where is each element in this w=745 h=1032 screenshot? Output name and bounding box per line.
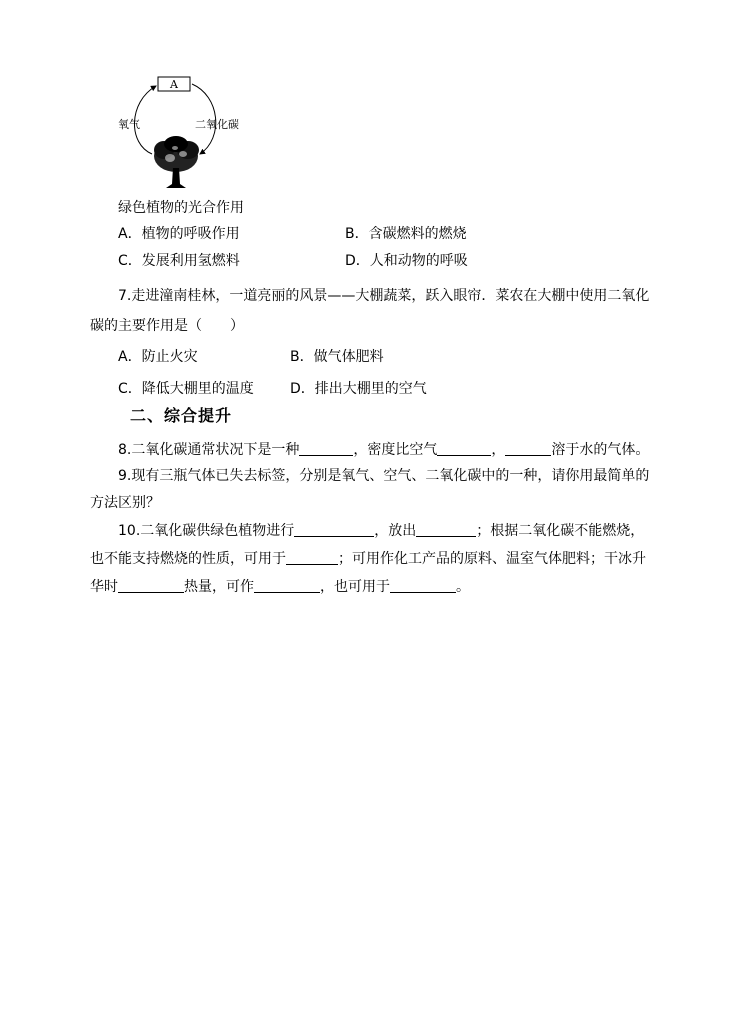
diagram-right-label: 二氧化碳 — [195, 118, 239, 131]
q10-blank-5[interactable] — [254, 578, 320, 593]
q10-blank-6[interactable] — [390, 578, 456, 593]
q7-option-a[interactable]: A．防止火灾 — [118, 349, 198, 365]
q8-text-4: 溶于水的气体。 — [551, 442, 650, 458]
q7-option-b[interactable]: B．做气体肥料 — [290, 349, 384, 365]
q10-blank-4[interactable] — [118, 578, 184, 593]
section-heading: 二、综合提升 — [130, 406, 233, 425]
q10-blank-3[interactable] — [286, 550, 338, 565]
q6-caption: 绿色植物的光合作用 — [118, 200, 244, 216]
q10-text-7: 热量，可作 — [184, 579, 254, 595]
q10-text-8: ，也可用于 — [320, 579, 390, 595]
carbon-cycle-diagram — [112, 72, 252, 194]
q8-blank-3[interactable] — [505, 441, 551, 456]
q9-line-2: 方法区别？ — [90, 495, 160, 511]
q6-option-a[interactable]: A．植物的呼吸作用 — [118, 226, 240, 242]
q10-text-2: ，放出 — [374, 523, 417, 539]
q7-option-d[interactable]: D．排出大棚里的空气 — [290, 381, 427, 397]
q8-line — [118, 440, 649, 460]
q10-blank-1[interactable] — [294, 522, 374, 537]
q6-option-d[interactable]: D．人和动物的呼吸 — [345, 253, 468, 269]
q8-text-2: ，密度比空气 — [353, 442, 438, 458]
q6-option-c[interactable]: C．发展利用氢燃料 — [118, 253, 240, 269]
q7-line-2: 碳的主要作用是（ ） — [90, 318, 244, 334]
q7-option-c[interactable]: C．降低大棚里的温度 — [118, 381, 254, 397]
diagram-left-label: 氧气 — [118, 118, 140, 131]
q8-blank-2[interactable] — [437, 441, 491, 456]
q10-line-2 — [90, 549, 646, 569]
q10-blank-2[interactable] — [416, 522, 476, 537]
q10-text-4: 也不能支持燃烧的性质，可用于 — [90, 551, 286, 567]
q8-text-1: 8.二氧化碳通常状况下是一种 — [118, 442, 300, 458]
q10-text-5: ；可用作化工产品的原料、温室气体肥料；干冰升 — [338, 551, 646, 567]
q7-line-1: 7.走进潼南桂林，一道亮丽的风景——大棚蔬菜，跃入眼帘．菜农在大棚中使用二氧化 — [118, 288, 650, 304]
q10-line-3 — [90, 577, 470, 597]
q8-blank-1[interactable] — [299, 441, 353, 456]
q10-line-1 — [118, 521, 644, 541]
q10-text-3: ；根据二氧化碳不能燃烧， — [476, 523, 645, 539]
q10-text-6: 华时 — [90, 579, 118, 595]
q6-option-b[interactable]: B．含碳燃料的燃烧 — [345, 226, 467, 242]
diagram-box-label: A — [170, 78, 178, 91]
q10-text-9: 。 — [456, 579, 470, 595]
q8-text-3: ， — [491, 442, 506, 458]
q9-line-1: 9.现有三瓶气体已失去标签，分别是氧气、空气、二氧化碳中的一种，请你用最简单的 — [118, 468, 650, 484]
tree-icon — [154, 136, 199, 188]
q10-text-1: 10.二氧化碳供绿色植物进行 — [118, 523, 295, 539]
